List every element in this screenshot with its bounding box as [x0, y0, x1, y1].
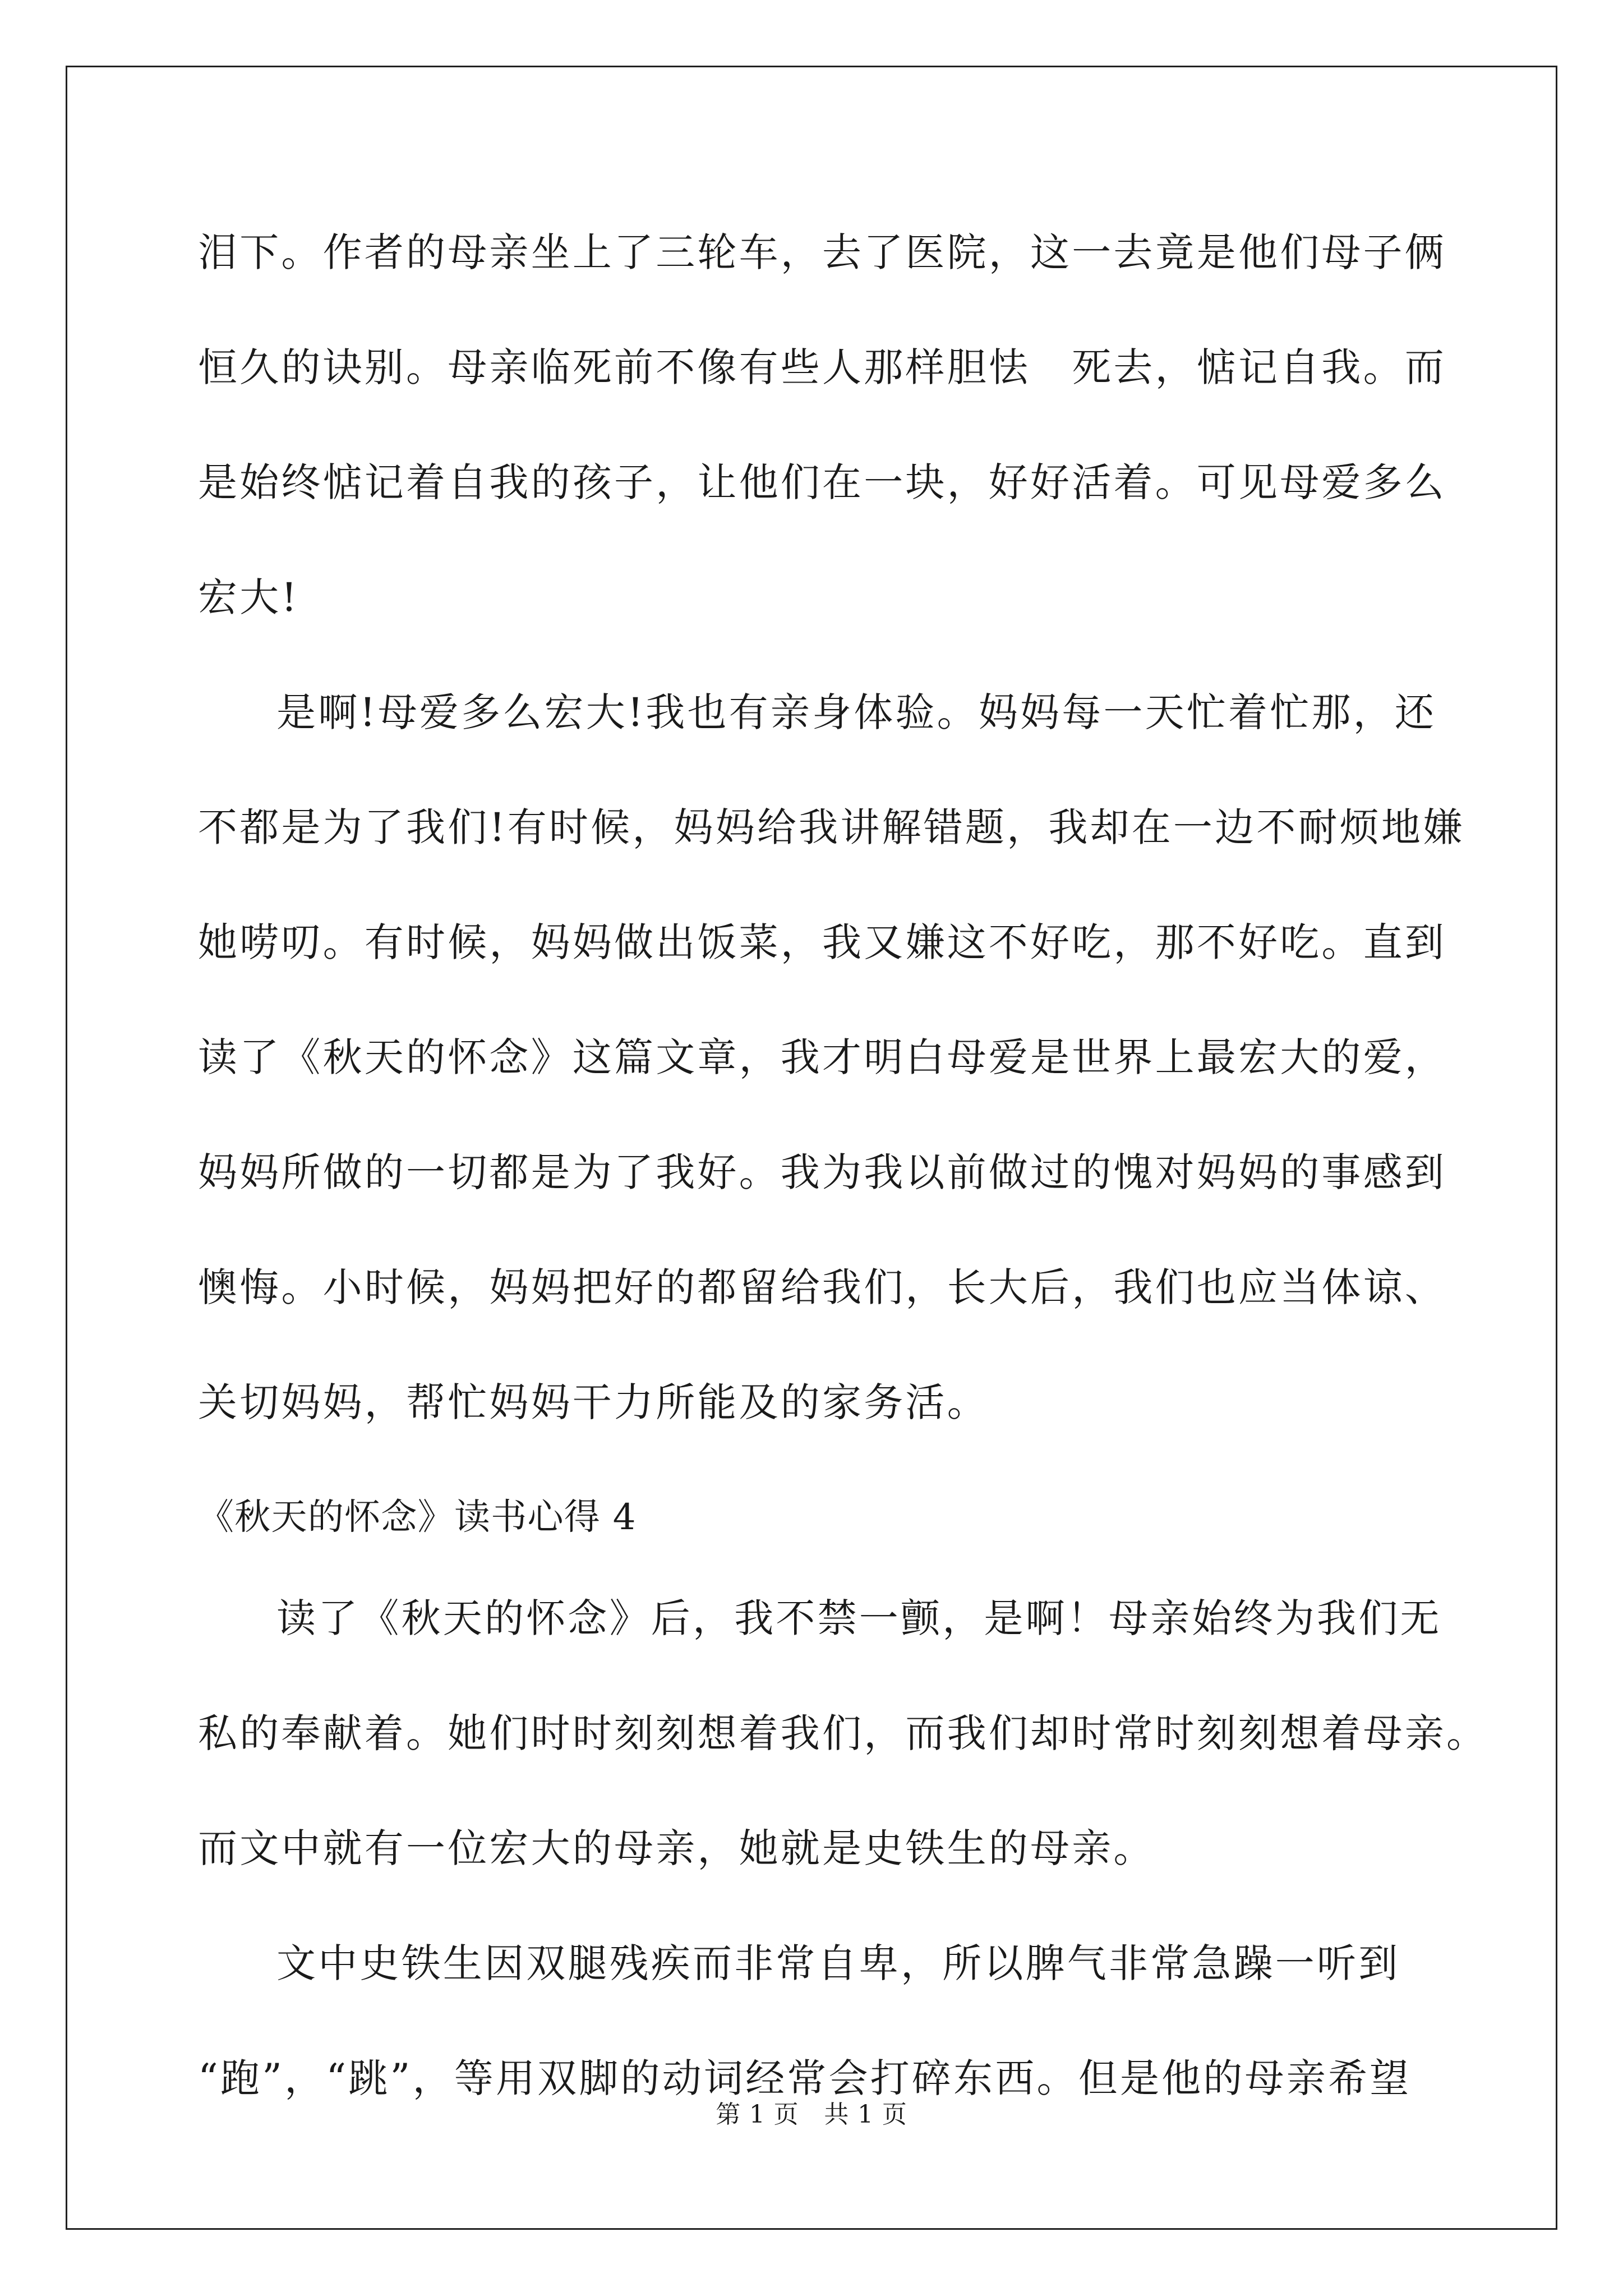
- paragraph-line: 是啊!母爱多么宏大!我也有亲身体验。妈妈每一天忙着忙那，还: [276, 689, 1437, 735]
- page-number-footer: 第 1 页 共 1 页: [716, 2100, 907, 2129]
- paragraph-line: 恒久的诀别。母亲临死前不像有些人那样胆怯 死去，惦记自我。而: [198, 344, 1446, 390]
- document-body: [198, 213, 1488, 2154]
- paragraph-line: 文中史铁生因双腿残疾而非常自卑，所以脾气非常急躁一听到: [276, 1940, 1400, 1986]
- paragraph-line: 不都是为了我们!有时候，妈妈给我讲解错题，我却在一边不耐烦地嫌: [198, 804, 1465, 850]
- paragraph-line: “跑”，“跳”，等用双脚的动词经常会打碎东西。但是他的母亲希望: [198, 2055, 1412, 2101]
- paragraph-line: 读了《秋天的怀念》后，我不禁一颤，是啊！母亲始终为我们无: [276, 1595, 1442, 1641]
- paragraph-line: 妈妈所做的一切都是为了我好。我为我以前做过的愧对妈妈的事感到: [198, 1149, 1446, 1195]
- paragraph-line: 懊悔。小时候，妈妈把好的都留给我们，长大后，我们也应当体谅、: [198, 1264, 1446, 1310]
- paragraph-line: 读了《秋天的怀念》这篇文章，我才明白母爱是世界上最宏大的爱，: [198, 1034, 1446, 1080]
- paragraph-line: 宏大!: [198, 574, 299, 620]
- paragraph-line: 她唠叨。有时候，妈妈做出饭菜，我又嫌这不好吃，那不好吃。直到: [198, 919, 1446, 965]
- paragraph-line: 关切妈妈，帮忙妈妈干力所能及的家务活。: [198, 1379, 989, 1425]
- paragraph-line: 私的奉献着。她们时时刻刻想着我们，而我们却时常时刻刻想着母亲。: [198, 1710, 1488, 1756]
- paragraph-line: 泪下。作者的母亲坐上了三轮车，去了医院，这一去竟是他们母子俩: [198, 229, 1446, 275]
- paragraph-line: 而文中就有一位宏大的母亲，她就是史铁生的母亲。: [198, 1825, 1155, 1871]
- paragraph-line: 是始终惦记着自我的孩子，让他们在一块，好好活着。可见母爱多么: [198, 459, 1446, 505]
- section-heading: 《秋天的怀念》读书心得 4: [198, 1497, 637, 1538]
